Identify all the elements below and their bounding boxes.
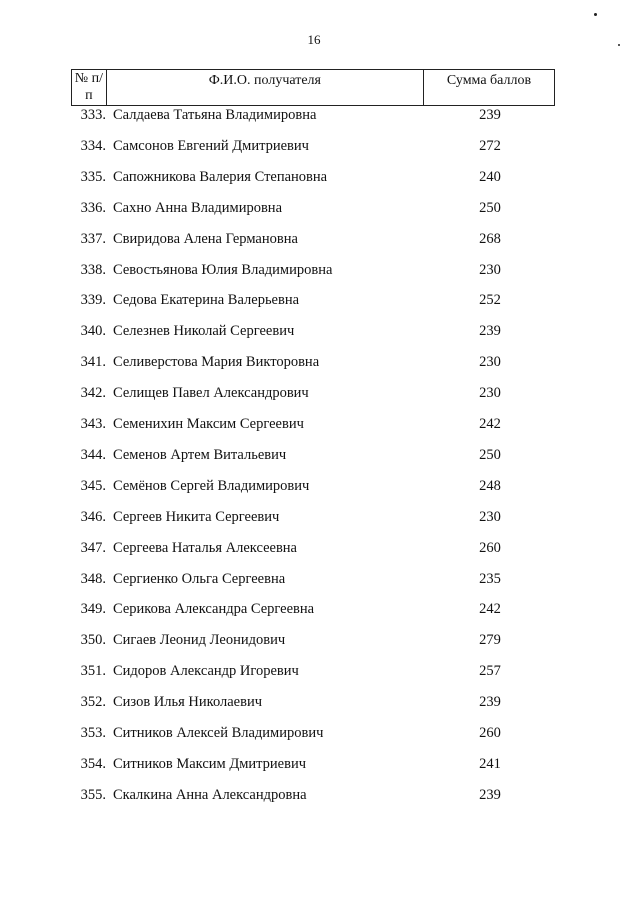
score-value: 260 — [479, 725, 501, 741]
row-number: 334. — [80, 137, 106, 154]
row-number: 338. — [80, 261, 106, 278]
table-row — [0, 136, 640, 156]
table-row — [0, 105, 640, 125]
score-value: 250 — [479, 446, 501, 463]
table-header — [71, 69, 555, 106]
table-row — [0, 599, 640, 619]
table-row — [0, 290, 640, 310]
score-value: 235 — [479, 570, 501, 587]
score-value: 242 — [479, 416, 501, 432]
table-row — [0, 661, 640, 681]
table-row — [0, 167, 640, 187]
header-score — [423, 70, 554, 106]
recipient-name: Скалкина Анна Александровна — [113, 786, 307, 803]
page-number: 16 — [307, 32, 321, 47]
row-number: 355. — [80, 786, 106, 803]
row-number: 345. — [80, 477, 106, 494]
row-number: 350. — [80, 632, 106, 649]
row-number: 335. — [80, 168, 106, 185]
recipient-name: Селиверстова Мария Викторовна — [113, 354, 320, 371]
row-number: 336. — [80, 199, 106, 216]
table-row — [0, 754, 640, 774]
table-row — [0, 260, 640, 280]
row-number: 352. — [80, 694, 106, 711]
table-row — [0, 352, 640, 372]
table-row — [0, 445, 640, 465]
score-value: 239 — [479, 107, 501, 123]
table-row — [0, 229, 640, 249]
row-number: 341. — [80, 354, 106, 371]
table-row — [0, 507, 640, 527]
score-value: 279 — [479, 632, 501, 649]
row-number: 343. — [80, 416, 106, 432]
table-row — [0, 198, 640, 218]
row-number: 354. — [80, 755, 106, 772]
score-value: 248 — [479, 477, 501, 494]
recipient-name: Сергиенко Ольга Сергеевна — [113, 570, 286, 587]
table-row — [0, 723, 640, 743]
score-value: 268 — [479, 230, 501, 247]
row-number: 337. — [80, 230, 106, 247]
row-number: 339. — [80, 292, 106, 309]
score-value: 257 — [479, 663, 501, 680]
recipient-name: Самсонов Евгений Дмитриевич — [113, 137, 309, 154]
header-num-label: № п/п — [74, 71, 103, 103]
header-num — [72, 70, 107, 106]
recipient-name: Сапожникова Валерия Степановна — [113, 168, 328, 185]
score-value: 242 — [479, 601, 501, 618]
recipient-name: Семенов Артем Витальевич — [113, 446, 287, 463]
recipient-name: Севостьянова Юлия Владимировна — [113, 261, 333, 278]
score-value: 260 — [479, 539, 501, 556]
row-number: 353. — [80, 725, 106, 741]
header-score-label: Сумма баллов — [446, 73, 532, 88]
recipient-name: Сизов Илья Николаевич — [113, 694, 263, 711]
recipient-name: Сигаев Леонид Леонидович — [113, 632, 286, 649]
row-number: 342. — [80, 385, 106, 402]
header-name — [106, 70, 423, 106]
table-row — [0, 476, 640, 496]
recipient-name: Семенихин Максим Сергеевич — [113, 416, 304, 432]
table-row — [0, 321, 640, 341]
scan-speck — [594, 13, 597, 16]
table-row — [0, 692, 640, 712]
row-number: 340. — [80, 323, 106, 340]
score-value: 252 — [479, 292, 501, 309]
score-value: 230 — [479, 261, 501, 278]
score-value: 239 — [479, 786, 501, 803]
recipient-name: Сергеев Никита Сергеевич — [113, 508, 280, 525]
recipient-name: Седова Екатерина Валерьевна — [113, 292, 300, 309]
score-value: 272 — [479, 137, 501, 154]
recipient-name: Сидоров Александр Игоревич — [113, 663, 299, 680]
score-value: 230 — [479, 508, 501, 525]
recipient-name: Свиридова Алена Германовна — [113, 230, 298, 247]
score-value: 239 — [479, 323, 501, 340]
row-number: 348. — [80, 570, 106, 587]
recipient-name: Ситников Максим Дмитриевич — [113, 755, 307, 772]
recipient-name: Селезнев Николай Сергеевич — [113, 323, 295, 340]
row-number: 344. — [80, 446, 106, 463]
row-number: 349. — [80, 601, 106, 618]
recipient-name: Сахно Анна Владимировна — [113, 199, 283, 216]
row-number: 351. — [80, 663, 106, 680]
score-value: 230 — [479, 385, 501, 402]
recipient-name: Селищев Павел Александрович — [113, 385, 309, 402]
recipient-name: Сергеева Наталья Алексеевна — [113, 539, 297, 556]
table-row — [0, 569, 640, 589]
scan-speck — [618, 44, 620, 46]
row-number: 347. — [80, 539, 106, 556]
table-row — [0, 630, 640, 650]
row-number: 346. — [80, 508, 106, 525]
recipient-name: Ситников Алексей Владимирович — [113, 725, 324, 741]
score-value: 230 — [479, 354, 501, 371]
recipient-name: Салдаева Татьяна Владимировна — [113, 107, 317, 123]
score-value: 239 — [479, 694, 501, 711]
table-row — [0, 538, 640, 558]
table-row — [0, 383, 640, 403]
recipient-name: Семёнов Сергей Владимирович — [113, 477, 310, 494]
score-value: 240 — [479, 168, 501, 185]
table-row — [0, 414, 640, 434]
score-value: 241 — [479, 755, 501, 772]
score-value: 250 — [479, 199, 501, 216]
table-row — [0, 785, 640, 805]
recipient-name: Серикова Александра Сергеевна — [113, 601, 315, 618]
header-name-label: Ф.И.О. получателя — [208, 73, 321, 88]
row-number: 333. — [80, 107, 106, 123]
